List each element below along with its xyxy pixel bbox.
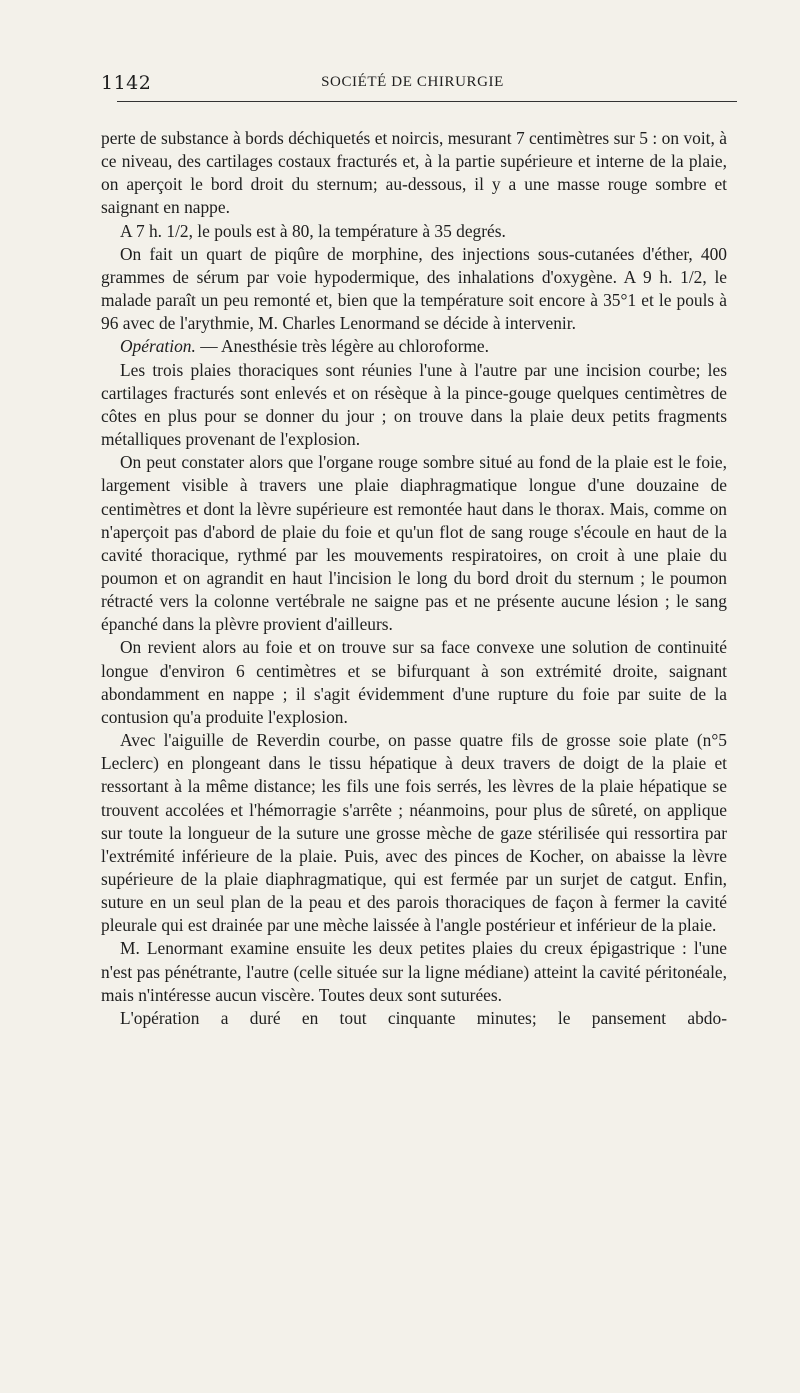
- paragraph: On revient alors au foie et on trouve sur sa face convexe une solution de continuité longue d'environ 6 centimètres et se bifurquant à son extrémité droite, saignant abondamment en nappe ; il s'agit évidemment d'une rupture du foie par suite de la contusion qu'a produite l'explosion.: [101, 637, 727, 727]
- paragraph: Les trois plaies thoraciques sont réunies l'une à l'autre par une incision courbe; les cartilages fracturés sont enlevés et on résèque à la pince-gouge quelques centimètres de côtes en plus pour se donner du jour ; on trouve dans la plaie deux petits fragments métalliques provenant de l'explosion.: [101, 359, 727, 450]
- paragraph-operation: Opération. — Anesthésie très légère au chloroforme.: [120, 336, 489, 357]
- header-rule: [117, 101, 737, 102]
- paragraph: M. Lenormant examine ensuite les deux petites plaies du creux épigastrique : l'une n'est pas pénétrante, l'autre (celle située sur la ligne médiane) atteint la cavité péritonéale, mais n'intéresse aucun viscère. Toutes deux sont suturées.: [101, 938, 727, 1005]
- operation-text: Anesthésie très légère au chloroforme.: [220, 336, 489, 357]
- paragraph: Avec l'aiguille de Reverdin courbe, on passe quatre fils de grosse soie plate (n°5 Leclerc) en plongeant dans le tissu hépatique à deux travers de doigt de la plaie et ressortant à la même distance; les fils une fois serrés, les lèvres de la plaie hépatique se trouvent accolées et l'hémorragie s'arrête ; néanmoins, pour plus de sûreté, on applique sur toute la longueur de la suture une grosse mèche de gaze stérilisée qui ressortira par l'extrémité inférieure de la plaie. Puis, avec des pinces de Kocher, on abaisse la lèvre supérieure de la plaie diaphragmatique, qui est fermée par un surjet de catgut. Enfin, suture en un seul plan de la peau et des parois thoraciques de façon à fermer la cavité pleurale qui est drainée par une mèche laissée à l'angle postérieur et inférieur de la plaie.: [101, 730, 727, 936]
- paragraph: On fait un quart de piqûre de morphine, des injections sous-cutanées d'éther, 400 grammes de sérum par voie hypodermique, des inhalations d'oxygène. A 9 h. 1/2, le malade paraît un peu remonté et, bien que la température soit encore à 35°1 et le pouls à 96 avec de l'arythmie, M. Charles Lenormand se décide à intervenir.: [101, 243, 727, 334]
- paragraph: L'opération a duré en tout cinquante minutes; le pansement abdo-: [120, 1007, 727, 1028]
- journal-title: SOCIÉTÉ DE CHIRURGIE: [321, 74, 504, 90]
- operation-label: Opération.: [120, 336, 196, 357]
- paragraph: A 7 h. 1/2, le pouls est à 80, la température à 35 degrés.: [120, 220, 506, 241]
- running-head: [101, 72, 724, 96]
- paragraph: perte de substance à bords déchiquetés et noircis, mesurant 7 centimètres sur 5 : on voit, à ce niveau, des cartilages costaux fracturés et, à la partie supérieure et interne de la plaie, on aperçoit le bord droit du sternum; au-dessous, il y a une masse rouge sombre et saignant en nappe.: [101, 128, 727, 218]
- body-text: [101, 127, 727, 1030]
- paragraph: On peut constater alors que l'organe rouge sombre situé au fond de la plaie est le foie, largement visible à travers une plaie diaphragmatique longue d'une douzaine de centimètres et dont la lèvre supérieure est remontée haut dans le thorax. Mais, comme on n'aperçoit pas d'abord de plaie du foie et qu'un flot de sang rouge s'écoule en haut de la cavité thoracique, rythmé par les mouvements respiratoires, on croit à une plaie du poumon et on agrandit en haut l'incision le long du bord droit du sternum ; le poumon rétracté vers la colonne vertébrale ne saigne pas et ne présente aucune lésion ; le sang épanché dans la plèvre provient d'ailleurs.: [101, 452, 727, 635]
- page-number: 1142: [101, 72, 152, 94]
